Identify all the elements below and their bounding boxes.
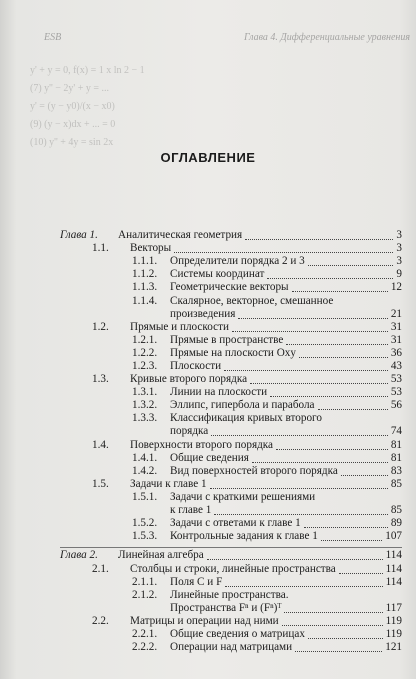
toc-page-number: 107 [385,530,402,543]
leader-dots [299,357,388,358]
toc-entry[interactable] [0,360,416,373]
toc-entry[interactable] [0,589,416,615]
toc-page-number: 3 [396,255,402,268]
leader-dots [267,278,393,279]
toc-entry-number: 1.1.3. [132,281,158,294]
toc-entry-number: 2.1. [92,562,109,575]
bleed-line: y' + y = 0, f(x) = 1 x ln 2 − 1 [30,65,145,76]
toc-entry-title: Эллипс, гипербола и парабола [170,399,315,412]
toc-page-number: 21 [390,307,402,320]
leader-dots [321,540,382,541]
toc-entry-number: Глава 1. [60,229,98,241]
toc-entry-title: Прямые и плоскости [130,320,229,333]
leader-dots [207,559,383,560]
chapter-divider [60,547,402,548]
toc-page-number: 3 [396,229,402,241]
toc-page-number: 56 [390,399,402,412]
toc-page-number: 114 [385,575,402,588]
toc-entry[interactable] [0,615,416,628]
toc-entry-title: Аналитическая геометрия [118,229,243,241]
toc-page-number: 3 [396,242,402,255]
toc-entry-number: 1.1. [92,242,109,255]
leader-dots [292,291,388,292]
leader-dots [238,318,387,319]
toc-entry-number: 1.3.1. [132,386,158,399]
toc-page-number: 31 [390,320,402,333]
toc-entry[interactable] [0,563,416,576]
toc-entry[interactable] [0,465,416,478]
toc-entry-number: 1.5.3. [132,530,158,543]
leader-dots [252,462,388,463]
toc-entry-number: Глава 2. [60,549,98,562]
toc-entry-title: Поля C и F [170,575,223,588]
toc-entry-title: Системы координат [170,268,265,281]
toc-entry-number: 2.1.2. [132,588,158,601]
toc-entry-number: 1.4. [92,438,109,451]
toc-entry[interactable] [0,399,416,412]
toc-page-number: 121 [385,641,402,654]
leader-dots [284,612,382,613]
toc-entry-number: 2.2.1. [132,628,158,640]
toc-entry[interactable] [0,641,416,654]
toc-entry-number: 1.4.2. [132,464,158,477]
toc-page-number: 81 [390,438,402,451]
bleed-line: (10) y'' + 4y = sin 2x [30,137,114,148]
toc-entry[interactable] [0,281,416,294]
leader-dots [318,409,388,410]
toc-page-number: 83 [390,464,402,477]
toc-entry[interactable] [0,295,416,321]
toc-entry-number: 1.1.2. [132,268,158,281]
leader-dots [282,625,383,626]
toc-entry-title-cont: произведения [170,307,236,320]
leader-dots [341,475,388,476]
toc-entry[interactable] [0,373,416,386]
toc-entry[interactable] [0,628,416,641]
toc-page-number: 31 [390,333,402,346]
toc-entry-number: 1.2. [92,320,109,333]
toc-entry[interactable] [0,229,416,242]
toc-entry-title: Плоскости [170,360,222,372]
bleed-line: y' = (y − y0)/(x − x0) [30,101,115,112]
toc-page-number: 114 [385,549,402,562]
toc-entry[interactable] [0,491,416,517]
toc-entry-title: Задачи к главе 1 [130,477,207,490]
leader-dots [224,370,388,371]
toc-page-number: 89 [390,517,402,530]
toc-entry-title: Общие сведения [170,451,249,464]
toc-entry-number: 1.1.1. [132,255,158,268]
leader-dots [225,586,382,587]
toc-entry-title: Векторы [130,242,172,255]
leader-dots [232,331,388,332]
page-title: ОГЛАВЛЕНИЕ [160,150,256,165]
leader-dots [270,396,388,397]
toc-page-number: 81 [390,451,402,464]
toc-entry-title: Столбцы и строки, линейные пространства [130,562,336,575]
toc-entry-title: Линии на плоскости [170,386,268,399]
leader-dots [250,383,388,384]
toc-entry[interactable] [0,517,416,530]
toc-entry-number: 1.5. [92,477,109,490]
toc-entry[interactable] [0,255,416,268]
toc-page-number: 74 [390,425,402,438]
toc-entry-number: 1.3. [92,373,109,386]
leader-dots [211,435,388,436]
toc-entry-number: 1.3.3. [132,412,158,425]
toc-entry-number: 1.2.3. [132,360,158,372]
toc-entry-title-cont: к главе 1 [170,504,212,517]
toc-page-number: 36 [390,346,402,359]
toc-entry-number: 1.2.1. [132,333,158,346]
toc-entry[interactable] [0,549,416,562]
toc-entry-number: 1.1.4. [132,294,158,307]
toc-page-number: 53 [390,373,402,386]
toc-page-number: 12 [390,281,402,294]
leader-dots [276,449,388,450]
leader-dots [295,651,382,652]
toc-entry-title: Кривые второго порядка [130,373,248,386]
toc-entry[interactable] [0,321,416,334]
toc-entry[interactable] [0,439,416,452]
toc-page-number: 119 [385,614,402,627]
leader-dots [339,573,383,574]
toc-entry-title: Операции над матрицами [170,641,293,654]
toc-entry-title-cont: порядка [170,425,209,438]
running-head-left: ESB [44,32,62,43]
toc-entry-title: Геометрические векторы [170,281,289,294]
leader-dots [308,638,383,639]
toc-entry-number: 2.2.2. [132,641,158,654]
running-head-right: Глава 4. Дифференциальные уравнения [243,32,410,43]
toc-entry[interactable] [0,242,416,255]
toc-page-number: 114 [385,562,402,575]
toc-page-number: 9 [396,268,402,281]
leader-dots [210,488,388,489]
toc-entry-number: 1.5.1. [132,491,158,503]
toc-entry-title: Общие сведения о матрицах [170,628,305,640]
toc-entry-title: Прямые на плоскости Oxy [170,346,296,359]
toc-entry-number: 1.4.1. [132,451,158,464]
toc-entry-number: 1.3.2. [132,399,158,412]
toc-entry-number: 2.2. [92,614,109,627]
toc-entry-title: Линейная алгебра [118,549,204,562]
toc-entry-number: 1.5.2. [132,517,158,530]
toc-entry[interactable] [0,334,416,347]
toc-entry[interactable] [0,452,416,465]
toc-entry-title: Задачи с ответами к главе 1 [170,517,301,530]
toc-entry[interactable] [0,478,416,491]
toc-entry[interactable] [0,412,416,438]
bleed-line: (9) (y − x)dx + ... = 0 [30,119,116,130]
leader-dots [214,514,387,515]
toc-page-number: 85 [390,504,402,517]
leader-dots [245,239,393,240]
toc-entry-number: 1.2.2. [132,346,158,359]
toc-entry-number: 2.1.1. [132,575,158,588]
toc-entry[interactable] [0,530,416,543]
toc-page-number: 85 [390,477,402,490]
toc-entry-title: Контрольные задания к главе 1 [170,530,318,543]
toc-entry-title: Задачи с краткими решениями [170,491,316,503]
leader-dots [174,252,393,253]
toc-entry-title-cont: Пространства Fⁿ и (Fⁿ)ᵀ [170,601,282,614]
toc-page-number: 117 [385,601,402,614]
toc-entry-title: Матрицы и операции над ними [130,614,279,627]
bleed-line: (7) y'' − 2y' + y = ... [30,83,109,94]
toc-page-number: 119 [385,628,402,640]
toc-entry-title: Определители порядка 2 и 3 [170,255,305,268]
toc-entry[interactable] [0,576,416,589]
toc-entry-title: Поверхности второго порядка [130,438,274,451]
toc-entry-title: Прямые в пространстве [170,333,284,346]
leader-dots [308,265,394,266]
toc-entry-title: Вид поверхностей второго порядка [170,464,338,477]
toc-page-number: 43 [390,360,402,372]
toc-entry-title: Скалярное, векторное, смешанное [170,294,334,307]
toc-entry-title: Классификация кривых второго [170,412,322,425]
toc-page-number: 53 [390,386,402,399]
leader-dots [304,527,388,528]
toc-entry[interactable] [0,347,416,360]
toc-entry[interactable] [0,386,416,399]
toc-entry-title: Линейные пространства. [170,588,289,601]
toc-entry[interactable] [0,268,416,281]
leader-dots [286,344,388,345]
